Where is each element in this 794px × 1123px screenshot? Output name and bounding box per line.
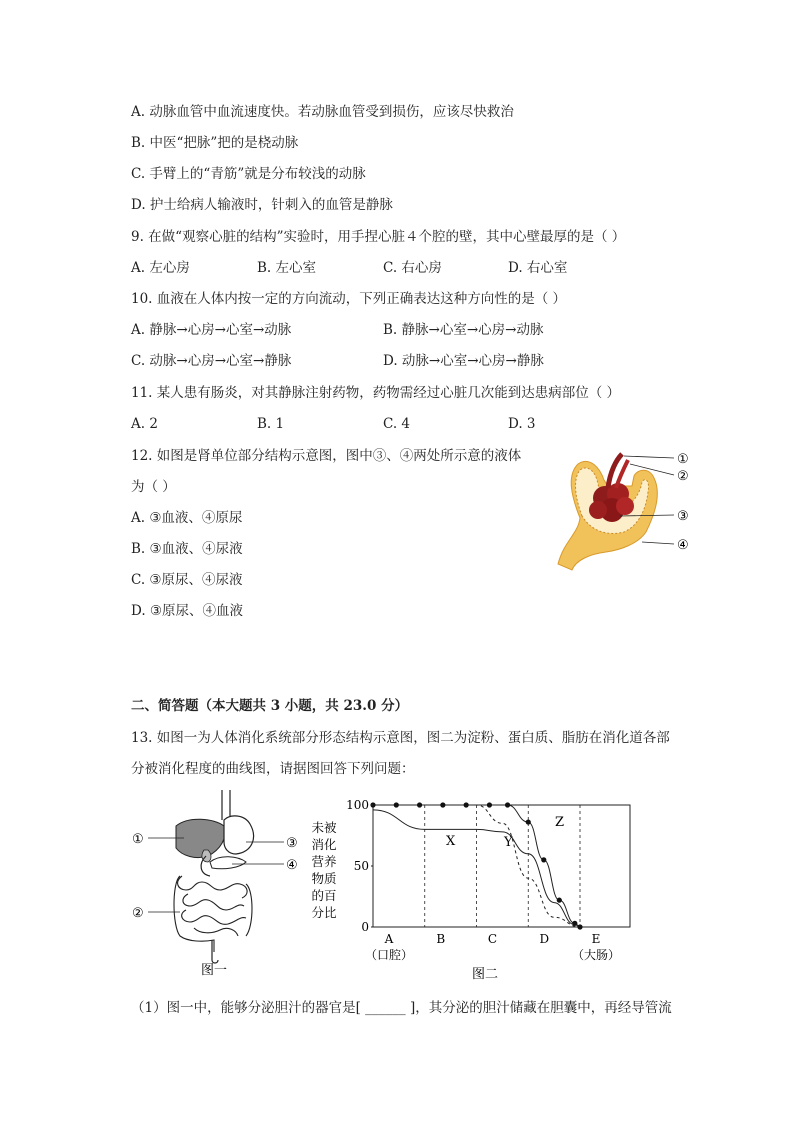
q10-option-c: C. 动脉→心房→心室→静脉 [131,353,292,369]
q11-stem: 11. 某人患有肠炎，对其静脉注射药物，药物需经过心脏几次能到达患病部位（ ） [131,385,621,401]
q9-option-c: C. 右心房 [383,260,442,276]
series-label-y: Y [504,835,513,850]
nephron-label-2: ② [677,469,689,484]
q13-stem-line2: 分被消化程度的曲线图，请据图回答下列问题： [131,761,415,777]
q8-option-c: C. 手臂上的“青筋”就是分布较浅的动脉 [131,166,366,182]
q12-option-c: C. ③原尿、④尿液 [131,572,243,588]
series-z-dot [464,802,469,807]
y-axis-label-part-5: 分比 [311,905,337,920]
small-intestine [174,876,252,952]
x-tick-label-e: E [591,932,601,946]
y-axis-label-part-1: 消化 [311,837,337,852]
stomach [224,816,254,854]
series-z-dot [487,802,492,807]
nephron-label-1: ① [677,452,689,467]
x-tick-note-e: （大肠） [571,948,621,962]
series-z-dot [394,802,399,807]
q12-option-b: B. ③血液、④尿液 [131,541,243,557]
q9-option-b: B. 左心室 [257,260,317,276]
q8-option-a: A. 动脉血管中血流速度快。若动脉血管受到损伤，应该尽快救治 [131,104,514,120]
fig2-caption: 图二 [471,967,499,982]
q10-option-a: A. 静脉→心房→心室→动脉 [131,322,292,338]
fig1-label-4: ④ [286,858,298,873]
y-axis-label-part-0: 未被 [311,820,337,835]
q8-option-b: B. 中医“把脉”把的是桡动脉 [131,135,299,151]
y-axis-label-part-4: 的百 [311,888,337,903]
q13-sub1: （1）图一中，能够分泌胆汁的器官是[ ______ ]，其分泌的胆汁储藏在胆囊中，再经导管流 [131,1000,672,1016]
series-z-point-5 [572,921,577,926]
y-tick-label-50: 50 [353,859,369,873]
nephron-figure [550,446,700,576]
q10-option-b: B. 静脉→心室→心房→动脉 [383,322,544,338]
nephron-label-3: ③ [677,509,689,524]
digestion-chart [310,790,640,990]
nephron-label-4: ④ [677,538,689,553]
q11-option-d: D. 3 [508,416,536,432]
q8-option-d: D. 护士给病人输液时，针刺入的血管是静脉 [131,197,393,213]
y-tick-label-0: 0 [361,920,369,934]
series-z-point-1 [505,802,510,807]
q12-stem-line2: 为（ ） [131,479,176,495]
y-tick-label-100: 100 [346,798,369,812]
series-z-dot [440,802,445,807]
fig1-label-2: ② [132,906,144,921]
x-tick-label-a: A [384,932,394,946]
series-z-dot [417,802,422,807]
digestive-system-figure [128,790,318,980]
fig1-label-1: ① [132,832,144,847]
q11-option-b: B. 1 [257,416,285,432]
esophagus [222,790,230,820]
series-z-point-6 [577,924,582,929]
q12-stem-line1: 12. 如图是肾单位部分结构示意图，图中③、④两处所示意的液体 [131,448,522,464]
q13-stem-line1: 13. 如图一为人体消化系统部分形态结构示意图，图二为淀粉、蛋白质、脂肪在消化道各部 [131,730,670,746]
x-tick-label-d: D [539,932,550,946]
rectum [212,940,218,963]
x-tick-note-a: （口腔） [364,948,414,962]
fig1-label-3: ③ [286,836,298,851]
x-tick-label-c: C [487,932,498,946]
q11-option-a: A. 2 [131,416,158,432]
q10-stem: 10. 血液在人体内按一定的方向流动，下列正确表达这种方向性的是（ ） [131,291,567,307]
series-z-point-2 [526,819,531,824]
q9-stem: 9. 在做“观察心脏的结构”实验时，用手捏心脏４个腔的壁，其中心壁最厚的是（ ） [131,229,626,245]
q12-option-a: A. ③血液、④原尿 [131,510,243,526]
q10-option-d: D. 动脉→心室→心房→静脉 [383,353,544,369]
x-tick-label-b: B [436,932,446,946]
pancreas [210,857,246,869]
series-z-point-3 [541,857,546,862]
section2-heading: 二、简答题（本大题共 3 小题，共 23.0 分） [131,698,409,714]
q12-option-d: D. ③原尿、④血液 [131,603,244,619]
chart-frame [373,805,630,927]
q9-option-a: A. 左心房 [131,260,190,276]
y-axis-label-part-2: 营养 [311,854,337,869]
series-label-z: Z [555,815,565,830]
q9-option-d: D. 右心室 [508,260,568,276]
series-z-point-4 [557,898,562,903]
fig1-caption: 图一 [200,963,228,978]
q11-option-c: C. 4 [383,416,411,432]
series-label-x: X [446,834,456,849]
y-axis-label-part-3: 物质 [311,871,337,886]
